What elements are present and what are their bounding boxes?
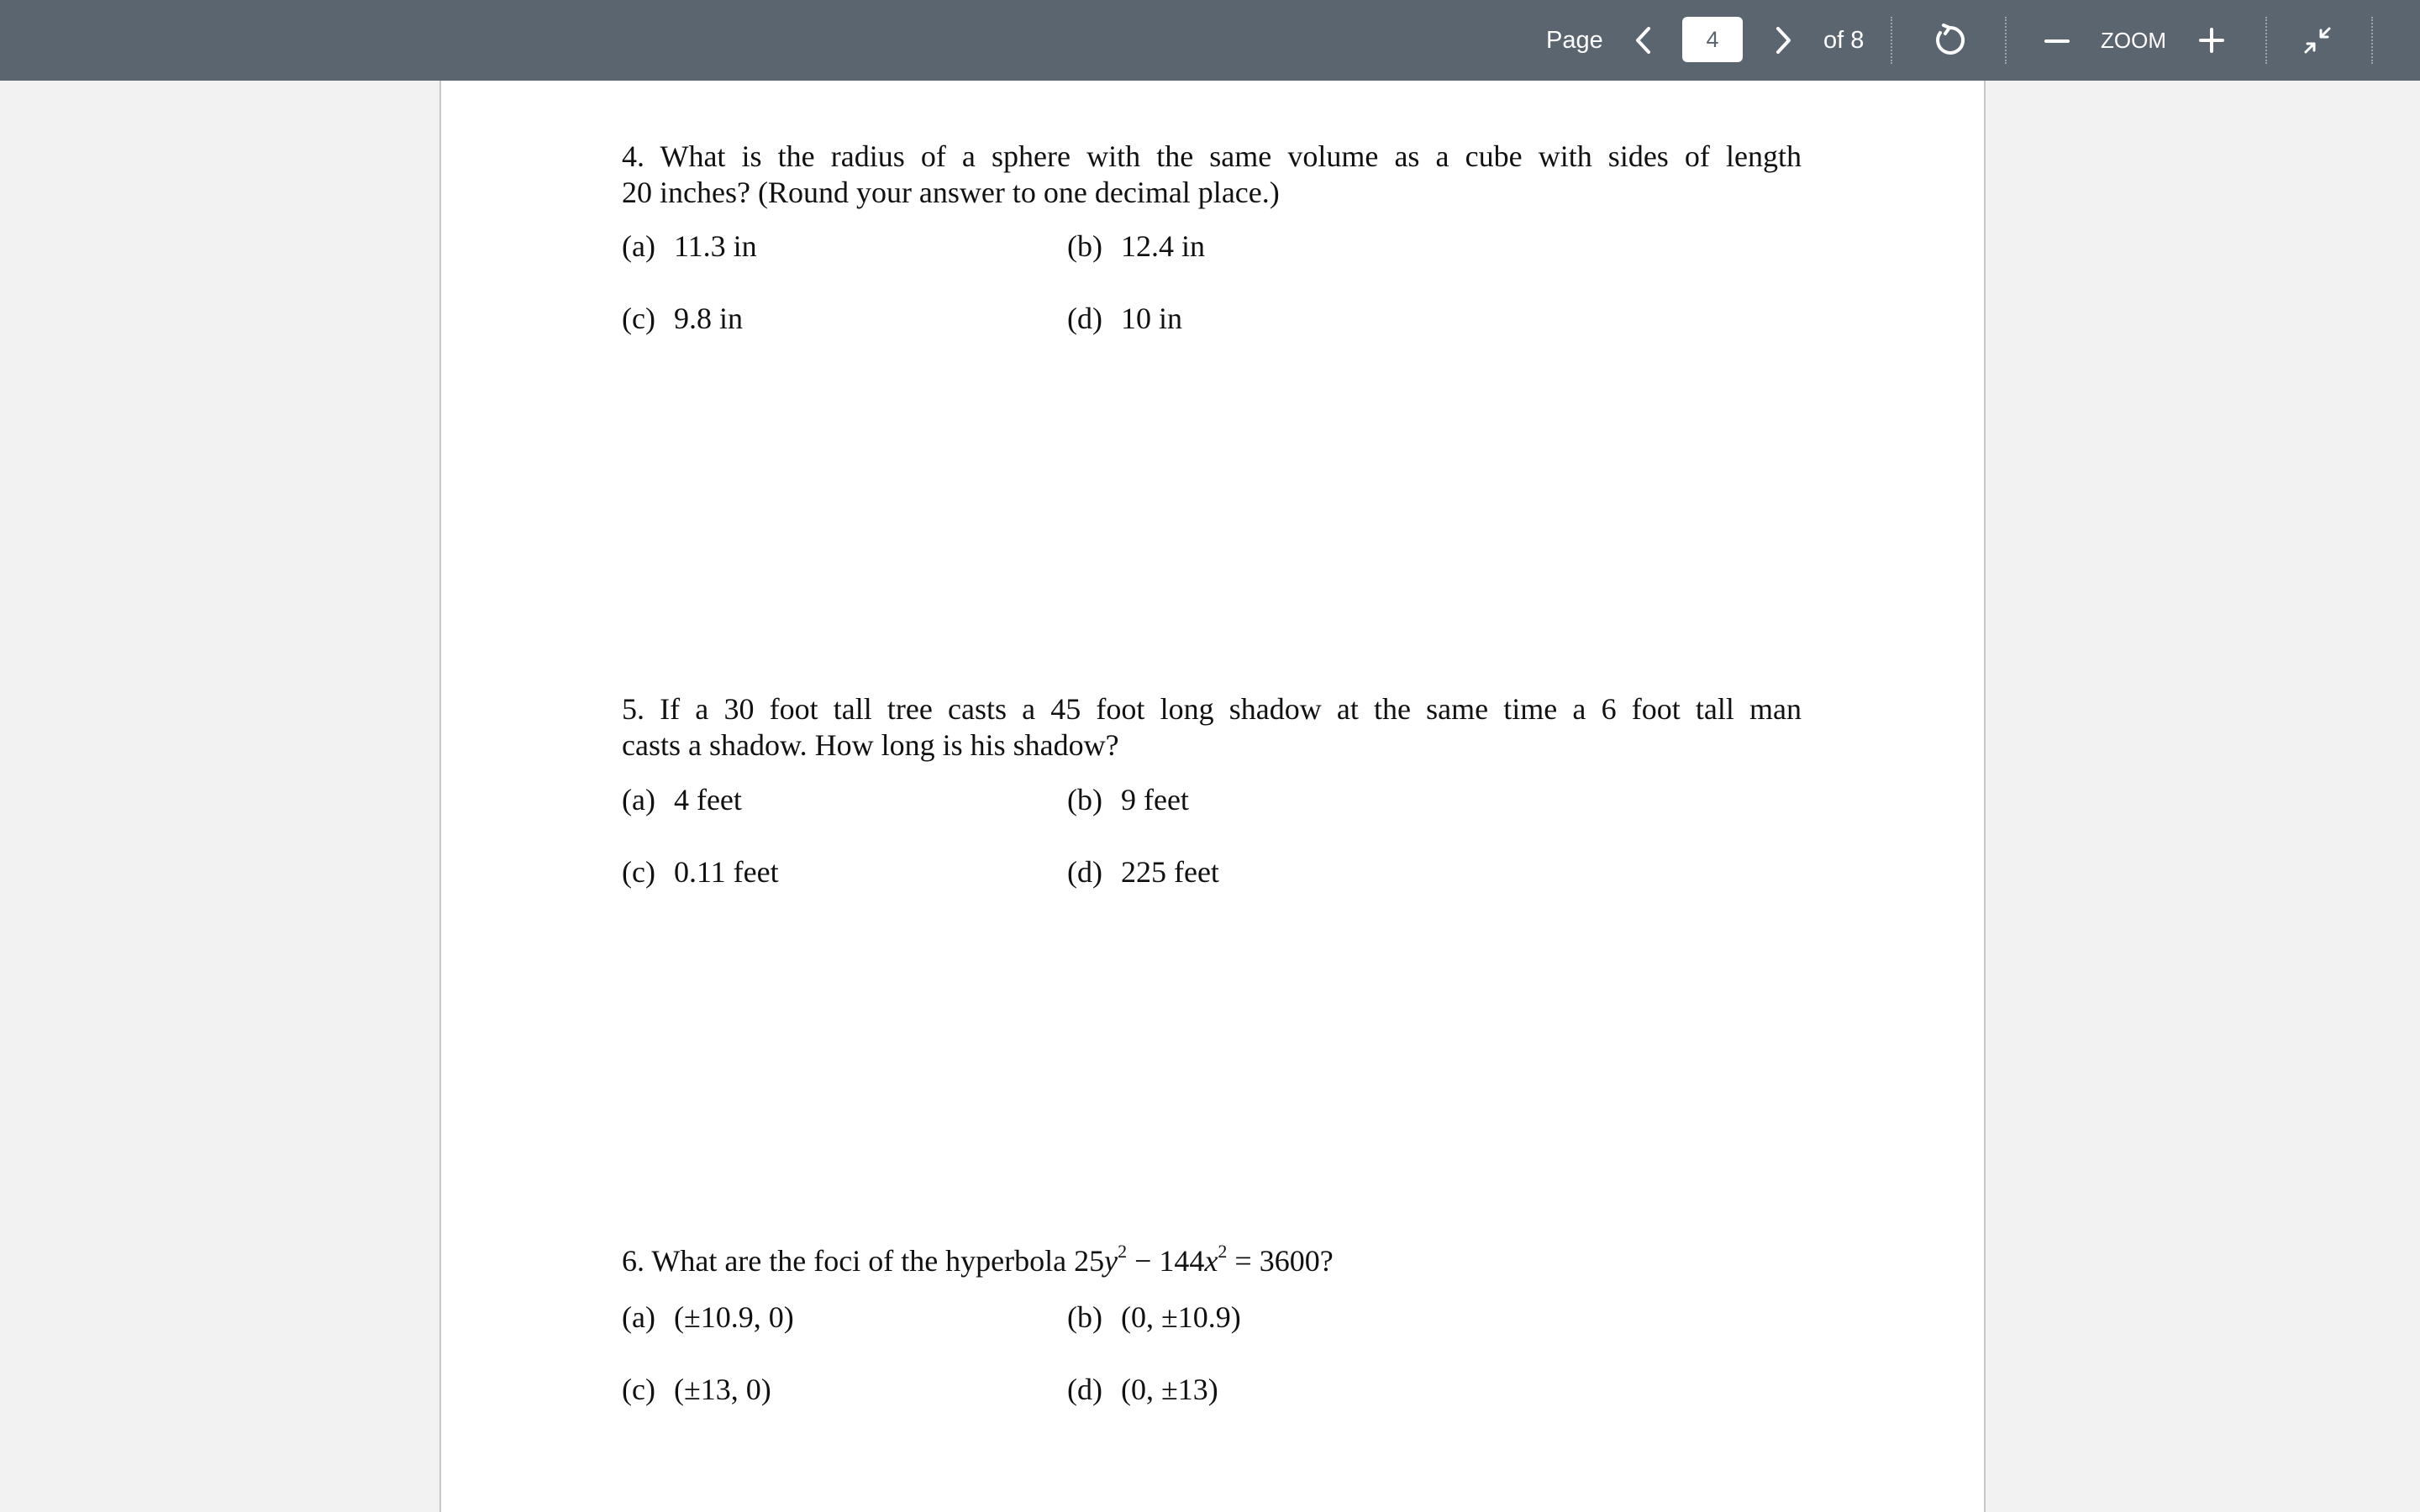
- pdf-toolbar: [0, 0, 2420, 81]
- option-b: [1067, 1299, 1241, 1335]
- option-a: [622, 1299, 794, 1335]
- zoom-in-button[interactable]: [2195, 22, 2228, 59]
- option-label: (d): [1067, 855, 1102, 889]
- option-a: [622, 782, 742, 817]
- question-text: [622, 139, 1802, 175]
- question-number: 5.: [622, 692, 644, 726]
- option-value: 225 feet: [1120, 855, 1219, 889]
- next-page-button[interactable]: [1766, 22, 1800, 59]
- option-value: 4 feet: [673, 783, 742, 816]
- option-d: [1067, 301, 1182, 336]
- question-suffix: = 3600?: [1227, 1244, 1334, 1278]
- option-value: (0, ±10.9): [1120, 1300, 1241, 1334]
- option-label: (c): [622, 302, 655, 335]
- option-c: [622, 301, 743, 336]
- question-line-2: casts a shadow. How long is his shadow?: [622, 728, 1119, 762]
- rotate-button[interactable]: [1929, 20, 1970, 60]
- question-number: 6.: [622, 1244, 644, 1278]
- option-value: (±13, 0): [673, 1373, 771, 1406]
- option-d: [1067, 854, 1219, 890]
- option-value: 10 in: [1120, 302, 1182, 335]
- option-value: 9 feet: [1120, 783, 1189, 816]
- option-label: (b): [1067, 783, 1102, 816]
- variable-x: x: [1204, 1244, 1218, 1278]
- plus-icon: [2198, 27, 2225, 54]
- chevron-left-icon: [1634, 26, 1654, 55]
- option-c: [622, 854, 779, 890]
- option-label: (b): [1067, 229, 1102, 263]
- collapse-button[interactable]: [2299, 22, 2336, 59]
- toolbar-divider: [1891, 17, 1892, 64]
- question-prefix: What are the foci of the hyperbola 25: [651, 1244, 1105, 1278]
- collapse-arrows-icon: [2302, 25, 2333, 55]
- page-label: Page: [1546, 26, 1603, 54]
- variable-y: y: [1104, 1244, 1118, 1278]
- option-b: [1067, 228, 1205, 264]
- option-label: (d): [1067, 1373, 1102, 1406]
- prev-page-button[interactable]: [1627, 22, 1660, 59]
- question-line-1: What is the radius of a sphere with the same volume as a cube with sides of length: [660, 139, 1802, 173]
- option-b: [1067, 782, 1189, 817]
- option-value: 12.4 in: [1120, 229, 1205, 263]
- question-number: 4.: [622, 139, 644, 173]
- question-line-1: If a 30 foot tall tree casts a 45 foot long shadow at the same time a 6 foot tall man: [660, 692, 1802, 726]
- rotate-icon: [1932, 23, 1967, 58]
- chevron-right-icon: [1773, 26, 1793, 55]
- option-label: (c): [622, 855, 655, 889]
- option-d: [1067, 1372, 1218, 1407]
- page-number-input[interactable]: [1682, 17, 1743, 62]
- toolbar-divider: [2005, 17, 2007, 64]
- minus-icon: [2044, 28, 2070, 53]
- option-label: (c): [622, 1373, 655, 1406]
- question-6: [622, 1243, 1802, 1279]
- option-a: [622, 228, 757, 264]
- option-value: 9.8 in: [673, 302, 743, 335]
- zoom-out-button[interactable]: [2040, 22, 2074, 59]
- option-value: (±10.9, 0): [673, 1300, 794, 1334]
- option-label: (a): [622, 229, 655, 263]
- option-value: 0.11 feet: [673, 855, 779, 889]
- toolbar-divider: [2371, 17, 2373, 64]
- page-count-label: of 8: [1823, 26, 1865, 54]
- option-label: (d): [1067, 302, 1102, 335]
- question-line-2: 20 inches? (Round your answer to one decimal place.): [622, 176, 1280, 209]
- option-c: [622, 1372, 771, 1407]
- option-label: (b): [1067, 1300, 1102, 1334]
- question-5: [622, 691, 1802, 764]
- zoom-label: ZOOM: [2101, 27, 2166, 53]
- question-4: [622, 139, 1802, 211]
- question-mid: − 144: [1127, 1244, 1205, 1278]
- option-label: (a): [622, 783, 655, 816]
- exponent: 2: [1218, 1241, 1228, 1262]
- option-value: 11.3 in: [673, 229, 757, 263]
- option-value: (0, ±13): [1120, 1373, 1218, 1406]
- toolbar-divider: [2265, 17, 2267, 64]
- question-text: [622, 1243, 1802, 1279]
- option-label: (a): [622, 1300, 655, 1334]
- exponent: 2: [1118, 1241, 1128, 1262]
- question-text: [622, 691, 1802, 727]
